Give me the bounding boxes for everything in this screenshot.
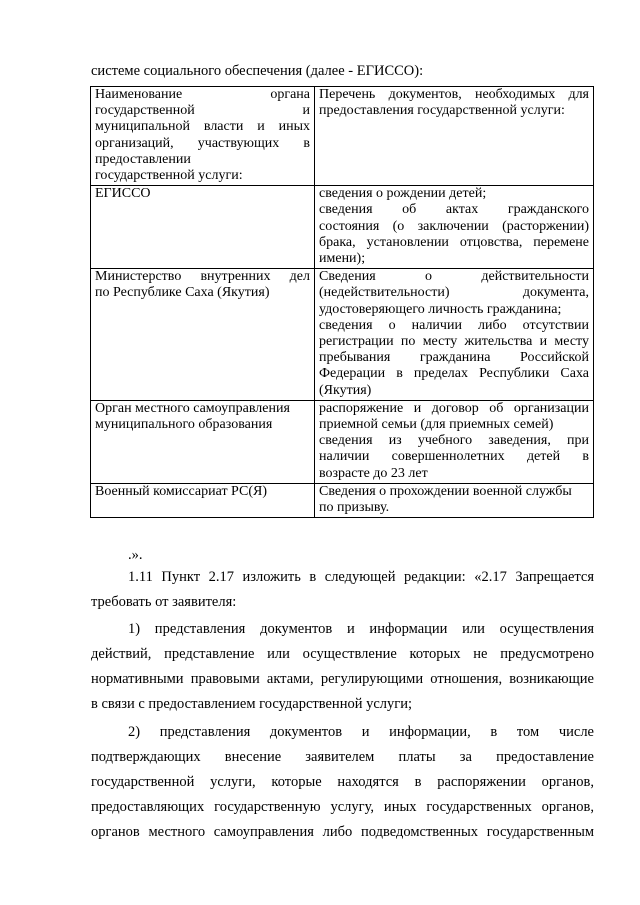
paragraph-item-1 [91,617,594,717]
closing-quote: .». [128,547,143,563]
table-row [91,269,594,401]
documents-line: Сведения о действительности [319,269,589,285]
documents-line: приемной семьи (для приемных семей) [319,417,554,433]
header-organization-line: Наименование органа [95,87,310,102]
paragraph-line: нормативными правовыми актами, регулирующими отношения, возникающие [91,671,594,687]
organization-line: ЕГИССО [95,186,151,202]
documents-line: состояния (о заключении (расторжении) [319,218,589,234]
table-header-row [91,87,594,186]
documents-line: Федерации в пределах Республики Саха [319,366,589,382]
documents-line: Сведения о прохождении военной службы [319,483,572,499]
documents-line: сведения об актах гражданского [319,202,589,218]
documents-line: по призыву. [319,500,390,516]
paragraph-1-11 [91,565,594,615]
organization-cell [91,483,315,517]
documents-line: (недействительности) документа, [319,285,589,301]
table-row [91,400,594,483]
paragraph-line: требовать от заявителя: [91,594,237,610]
header-documents-line: предоставления государственной услуги: [319,103,565,119]
paragraph-item-2 [91,720,594,845]
documents-line: имени); [319,251,366,267]
documents-line: (Якутия) [319,382,372,398]
documents-line: удостоверяющего личность гражданина; [319,301,562,317]
documents-line: брака, установлении отцовства, перемене [319,234,589,250]
header-organization-line: муниципальной власти и иных [95,119,310,135]
documents-cell [315,483,594,517]
documents-line: возрасте до 23 лет [319,465,428,481]
documents-line: пребывания гражданина Российской [319,350,589,366]
paragraph-line: 2) представления документов и информации, в том числе [128,724,594,740]
paragraph-line: предоставляющих государственную услугу, иных государственных органов, [91,799,594,815]
paragraph-line: органов местного самоуправления либо подведомственных государственным [91,824,594,840]
header-organization-cell [91,87,315,186]
organization-cell [91,400,315,483]
paragraph-line: подтверждающих внесение заявителем платы за предоставление [91,749,594,765]
header-documents-cell [315,87,594,186]
organization-line: муниципального образования [95,417,273,433]
header-documents-line: Перечень документов, необходимых для [319,87,589,102]
header-organization-line: организаций, участвующих в [95,135,310,151]
documents-line: распоряжение и договор об организации [319,400,589,416]
table-row [91,483,594,517]
documents-line: сведения из учебного заведения, при [319,433,589,449]
documents-line: сведения о рождении детей; [319,186,487,202]
paragraph-line: действий, представление или осуществление которых не предусмотрено [91,646,594,662]
organization-cell [91,186,315,269]
documents-line: регистрации по месту жительства и месту [319,334,589,350]
documents-cell [315,186,594,269]
documents-table [90,86,594,518]
paragraph-line: 1) представления документов и информации или осуществления [128,621,594,637]
paragraph-line: в связи с предоставлением государственной услуги; [91,696,412,712]
organization-line: по Республике Саха (Якутия) [95,285,270,301]
organization-line: Министерство внутренних дел [95,269,310,285]
documents-cell [315,400,594,483]
paragraph-line: государственной услуги, которые находятся в распоряжении органов, [91,774,594,790]
paragraph-line: 1.11 Пункт 2.17 изложить в следующей редакции: «2.17 Запрещается [128,569,594,585]
organization-line: Орган местного самоуправления [95,400,290,416]
table-row [91,186,594,269]
organization-cell [91,269,315,401]
lead-text: системе социального обеспечения (далее - ЕГИССО): [91,63,424,79]
organization-line: Военный комиссариат РС(Я) [95,483,268,499]
documents-cell [315,269,594,401]
documents-line: сведения о наличии либо отсутствии [319,317,589,333]
header-organization-line: государственной услуги: [95,168,243,184]
documents-line: наличии совершеннолетних детей в [319,449,589,465]
header-organization-line: предоставлении [95,151,191,167]
header-organization-line: государственной и [95,103,310,119]
